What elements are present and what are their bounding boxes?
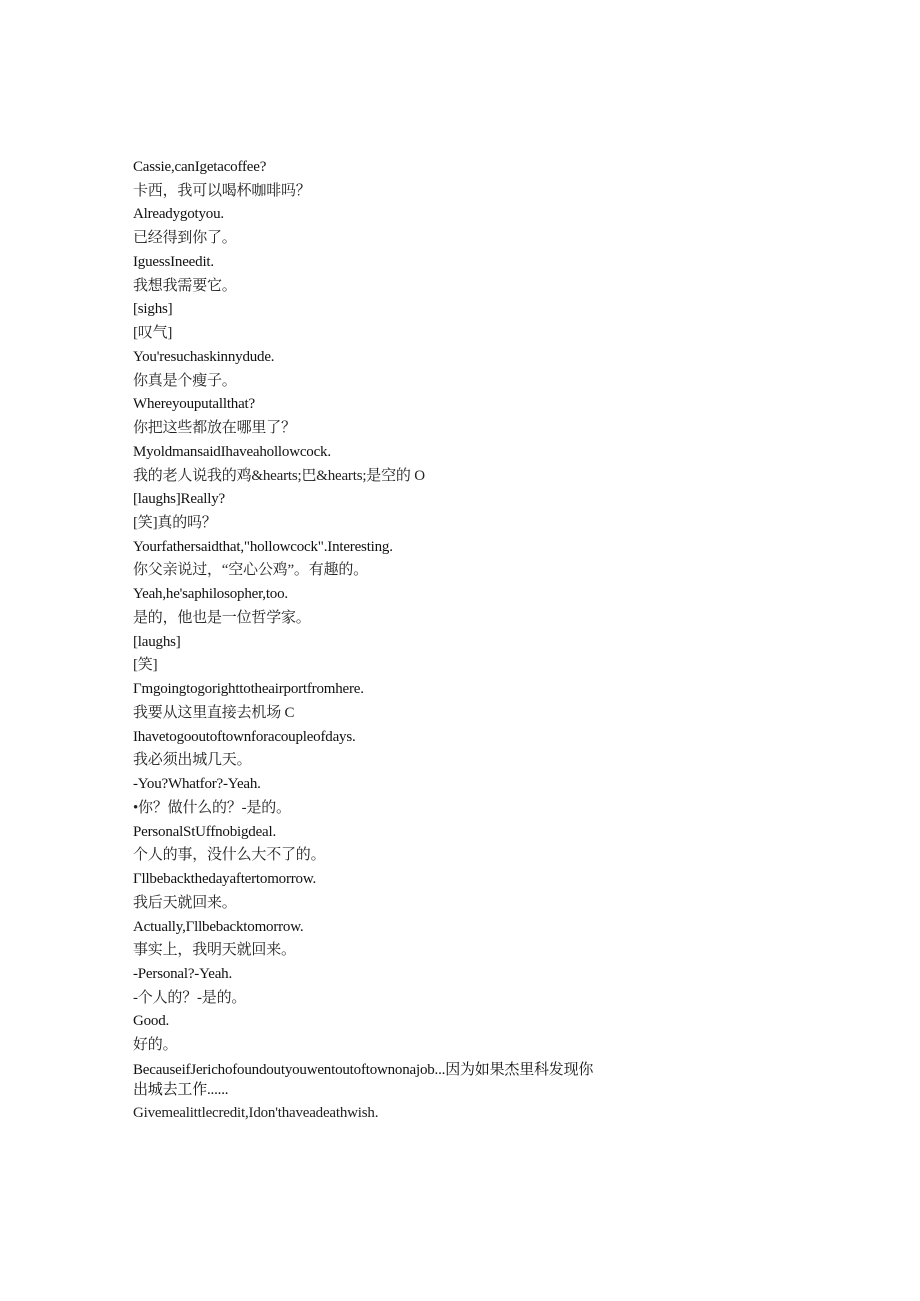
- subtitle-line-english: IguessIneedit.: [133, 253, 214, 270]
- subtitle-line-chinese: 你真是个瘦子。: [133, 372, 237, 389]
- subtitle-line-english: Yeah,he'saphilosopher,too.: [133, 586, 288, 603]
- subtitle-line-chinese: 你父亲说过，“空心公鸡”。有趣的。: [133, 562, 368, 579]
- subtitle-line-english: Actually,Γllbebacktomorrow.: [133, 918, 304, 935]
- subtitle-line-chinese: •你？做什么的？-是的。: [133, 799, 291, 816]
- subtitle-line-chinese: 卡西，我可以喝杯咖啡吗？: [133, 182, 311, 199]
- subtitle-line-english: BecauseifJerichofoundoutyouwentoutoftownonajob...因为如果杰里科发现你出城去工作......: [133, 1061, 594, 1098]
- subtitle-line-chinese: 好的。: [133, 1037, 178, 1054]
- subtitle-line-english: Ihavetogooutoftownforacoupleofdays.: [133, 728, 356, 745]
- subtitle-line-chinese: [笑]真的吗？: [133, 515, 217, 532]
- subtitle-line-english: Γmgoingtogorighttotheairportfromhere.: [133, 681, 364, 698]
- subtitle-line-chinese: 你把这些都放在哪里了？: [133, 420, 296, 437]
- subtitle-line-chinese: Givemealittlecredit,Idon'thaveadeathwish.: [133, 1104, 379, 1121]
- subtitle-line-english: PersonalStUffnobigdeal.: [133, 823, 277, 840]
- subtitle-line-chinese: 我要从这里直接去机场 C: [133, 704, 295, 721]
- subtitle-line-chinese: 我的老人说我的鸡&hearts;巴&hearts;是空的 O: [133, 467, 425, 484]
- subtitle-line-english: Alreadygotyou.: [133, 206, 224, 223]
- subtitle-line-english: Yourfathersaidthat,"hollowcock".Interesting.: [133, 538, 393, 555]
- subtitle-line-english: [laughs]Really?: [133, 491, 225, 508]
- subtitle-line-english: Good.: [133, 1013, 170, 1030]
- subtitle-line-english: Whereyouputallthat?: [133, 396, 255, 413]
- subtitle-line-english: -You?Whatfor?-Yeah.: [133, 776, 261, 793]
- subtitle-line-chinese: 已经得到你了。: [133, 230, 237, 247]
- subtitle-line-chinese: 我后天就回来。: [133, 894, 237, 911]
- subtitle-document: [133, 156, 595, 1126]
- subtitle-line-english: Cassie,canIgetacoffee?: [133, 159, 267, 175]
- subtitle-line-chinese: 个人的事，没什么大不了的。: [133, 847, 326, 864]
- subtitle-line-chinese: -个人的？-是的。: [133, 989, 247, 1006]
- subtitle-line-chinese: [笑]: [133, 657, 158, 674]
- subtitle-line-chinese: 事实上，我明天就回来。: [133, 942, 296, 959]
- subtitle-line-english: MyoldmansaidIhaveahollowcock.: [133, 443, 331, 460]
- subtitle-line-chinese: 我想我需要它。: [133, 277, 237, 294]
- subtitle-line-english: Γllbebackthedayaftertomorrow.: [133, 871, 317, 888]
- subtitle-line-chinese: [叹气]: [133, 325, 173, 342]
- subtitle-line-chinese: 是的，他也是一位哲学家。: [133, 609, 311, 626]
- subtitle-line-english: [sighs]: [133, 301, 173, 318]
- subtitle-line-english: -Personal?-Yeah.: [133, 965, 233, 982]
- subtitle-line-english: [laughs]: [133, 633, 181, 650]
- subtitle-line-english: You'resuchaskinnydude.: [133, 348, 275, 365]
- subtitle-line-chinese: 我必须出城几天。: [133, 752, 252, 769]
